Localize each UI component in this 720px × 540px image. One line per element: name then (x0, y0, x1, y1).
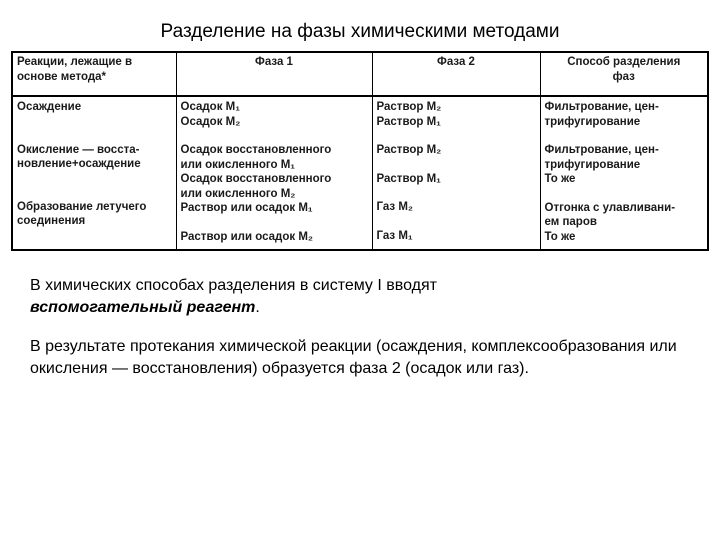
table-cell-line: Газ М₂ (376, 201, 414, 213)
table-cell-line: новление+осаждение (17, 158, 141, 170)
table-cell-line: трифугирование (544, 115, 641, 128)
cell-spacer (17, 129, 172, 143)
methods-table (11, 51, 709, 251)
paragraph-reagent-period: . (255, 299, 260, 316)
table-cell-line: Образование летучего (17, 200, 147, 213)
cell-spacer (377, 215, 536, 229)
table-cell-line: Газ М₁ (376, 229, 413, 242)
cell-spacer (181, 129, 368, 143)
table-cell-line: соединения (17, 215, 86, 227)
table-cell-line: Раствор М₂ (376, 101, 442, 113)
table-cell-line: Осадок восстановленного (180, 144, 332, 156)
cell-spacer (377, 158, 536, 172)
table-cell-line: Фильтрование, цен- (544, 101, 659, 113)
table-cell-line: или окисленного М₁ (180, 158, 296, 171)
header-reactions-line2: основе метода* (17, 70, 107, 83)
cell-spacer (17, 115, 172, 129)
table-cell-line: То же (544, 173, 576, 185)
table-body-row (13, 96, 707, 249)
cell-spacer (545, 129, 704, 143)
table-cell-line: Раствор М₁ (376, 115, 441, 128)
header-method-line1: Способ разделения (567, 56, 681, 68)
cell-spacer (377, 186, 536, 200)
auxiliary-reagent-emphasis: вспомогательный реагент (30, 299, 256, 316)
column-phase-2 (372, 96, 540, 249)
table-cell-line: Раствор или осадок М₁ (180, 202, 313, 214)
slide-title: Разделение на фазы химическими методами (160, 21, 560, 42)
header-reactions-line1: Реакции, лежащие в (17, 56, 133, 68)
header-phase-1: Фаза 1 (176, 53, 372, 96)
header-method-line2: фаз (612, 70, 635, 83)
table-cell-line: Раствор или осадок М₂ (180, 230, 314, 243)
header-phase-2: Фаза 2 (372, 53, 540, 96)
header-reactions (13, 53, 176, 96)
table-cell-line: ем паров (544, 216, 597, 228)
table-cell-line: Осадок М₂ (180, 115, 241, 128)
table-header-row (13, 53, 707, 96)
table-cell-line: Отгонка с улавливани- (544, 201, 676, 214)
table-cell-line: Осадок М₁ (180, 101, 240, 113)
table-cell-line: Фильтрование, цен- (544, 144, 659, 156)
column-reactions (13, 96, 176, 249)
table-cell-line: Окисление — восста- (17, 143, 140, 156)
table-cell-line: трифугирование (544, 158, 641, 171)
cell-spacer (17, 172, 172, 186)
paragraph-result: В результате протекания химической реакции (осаждения, комплексообразования или окисления — восстановления) образуется фаза 2 (осадок или газ). (30, 338, 677, 377)
table-cell-line: Осаждение (17, 101, 82, 113)
header-separation-method (540, 53, 707, 96)
cell-spacer (181, 216, 368, 230)
table-cell-line: Раствор М₁ (376, 172, 441, 185)
cell-spacer (17, 186, 172, 200)
column-phase-1 (176, 96, 372, 249)
paragraph-reagent (30, 275, 700, 319)
paragraph-reagent-text: В химических способах разделения в систему I вводят (30, 277, 437, 294)
table-cell-line: или окисленного М₂ (180, 187, 296, 200)
column-separation-method (540, 96, 707, 249)
table-cell-line: Раствор М₂ (376, 144, 442, 156)
cell-spacer (545, 187, 704, 201)
cell-spacer (377, 129, 536, 143)
table-cell-line: Осадок восстановленного (180, 173, 332, 185)
table-cell-line: То же (544, 230, 576, 243)
